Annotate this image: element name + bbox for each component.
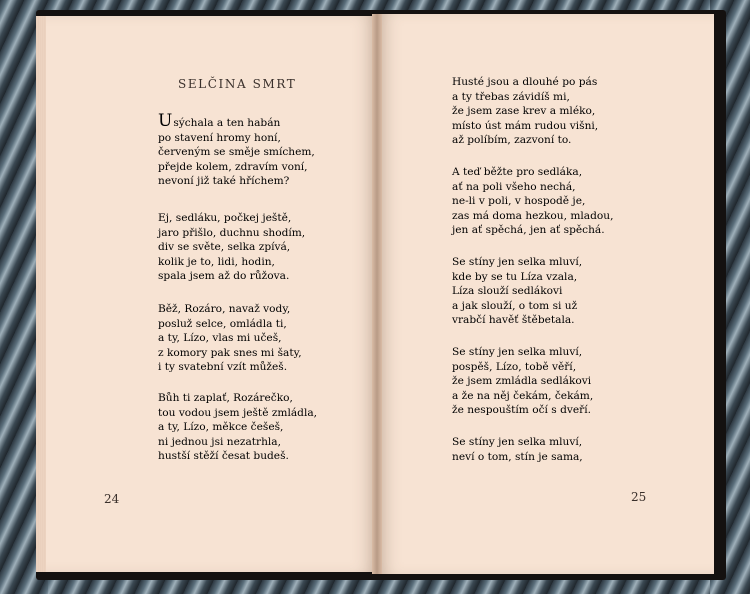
page-number-left: 24: [104, 492, 120, 506]
poem-line: neví o tom, stín je sama,: [452, 450, 583, 463]
poem-line: místo úst mám rudou višni,: [452, 119, 599, 132]
poem-line: kde by se tu Líza vzala,: [452, 270, 578, 283]
right-stanza-4: [452, 345, 593, 418]
poem-line: Bůh ti zaplať, Rozárečko,: [158, 392, 293, 404]
poem-line: div se světe, selka zpívá,: [158, 241, 291, 254]
right-stanza-3: [452, 255, 582, 328]
poem-line: zas má doma hezkou, mladou,: [452, 209, 614, 222]
poem-line: vrabčí havěť štěbetala.: [452, 314, 575, 327]
poem-line: ať na poli všeho nechá,: [452, 180, 576, 193]
poem-line: Husté jsou a dlouhé po pás: [452, 76, 598, 88]
poem-line: Běž, Rozáro, navaž vody,: [158, 303, 291, 315]
poem-line: že jsem zmládla sedlákovi: [452, 375, 592, 388]
poem-line: pospěš, Lízo, tobě věří,: [452, 360, 577, 373]
poem-line: a jak slouží, o tom si už: [452, 299, 578, 312]
poem-line: že jsem zase krev a mléko,: [452, 105, 596, 118]
poem-line: červeným se směje smíchem,: [158, 146, 315, 159]
poem-line: tou vodou jsem ještě zmládla,: [158, 406, 318, 419]
poem-line: Se stíny jen selka mluví,: [452, 256, 583, 268]
poem-line: a ty, Lízo, vlas mi učeš,: [158, 332, 282, 345]
poem-line: a že na něj čekám, čekám,: [452, 389, 594, 402]
right-stanza-1: [452, 75, 598, 148]
poem-line: ne-li v poli, v hospodě je,: [452, 195, 586, 208]
left-page: [46, 16, 376, 572]
poem-line: přejde kolem, zdravím voní,: [158, 160, 308, 173]
poem-line: [158, 111, 315, 131]
poem-line: že nespouštím očí s dveří.: [452, 404, 591, 417]
left-stanza-4: [158, 391, 317, 464]
left-stanza-2: [158, 211, 305, 284]
drop-cap: U: [158, 111, 173, 131]
poem-line: po stavení hromy honí,: [158, 131, 281, 144]
poem-line: A teď běžte pro sedláka,: [452, 166, 583, 178]
page-number-right: 25: [631, 490, 647, 504]
poem-line: Se stíny jen selka mluví,: [452, 346, 583, 358]
poem-line: až políbím, zazvoní to.: [452, 134, 572, 147]
poem-line: jaro přišlo, duchnu shodím,: [158, 226, 306, 239]
poem-line: hustší stěží česat budeš.: [158, 450, 289, 463]
poem-line: Ej, sedláku, počkej ještě,: [158, 212, 292, 224]
right-stanza-5: [452, 435, 583, 464]
poem-line: nevoní již také hříchem?: [158, 175, 290, 188]
poem-line: z komory pak snes mi šaty,: [158, 346, 302, 359]
poem-line-text: sýchala a ten habán: [173, 117, 281, 129]
left-stanza-1: [158, 111, 315, 189]
poem-line: ni jednou jsi nezatrhla,: [158, 435, 281, 448]
poem-line: posluž selce, omládla ti,: [158, 317, 287, 330]
poem-line: a ty třebas závidíš mi,: [452, 90, 570, 103]
poem-line: spala jsem až do růžova.: [158, 270, 290, 283]
left-stanza-3: [158, 302, 302, 375]
poem-line: Se stíny jen selka mluví,: [452, 436, 583, 448]
poem-line: i ty svatební vzít můžeš.: [158, 361, 288, 374]
poem-line: Líza slouží sedlákovi: [452, 285, 563, 298]
poem-line: kolik je to, lidi, hodin,: [158, 255, 275, 268]
book-gutter: [372, 14, 382, 574]
poem-title: SELČINA SMRT: [178, 77, 297, 91]
poem-line: a ty, Lízo, měkce češeš,: [158, 421, 284, 434]
right-stanza-2: [452, 165, 613, 238]
poem-line: jen ať spěchá, jen ať spěchá.: [452, 224, 605, 237]
